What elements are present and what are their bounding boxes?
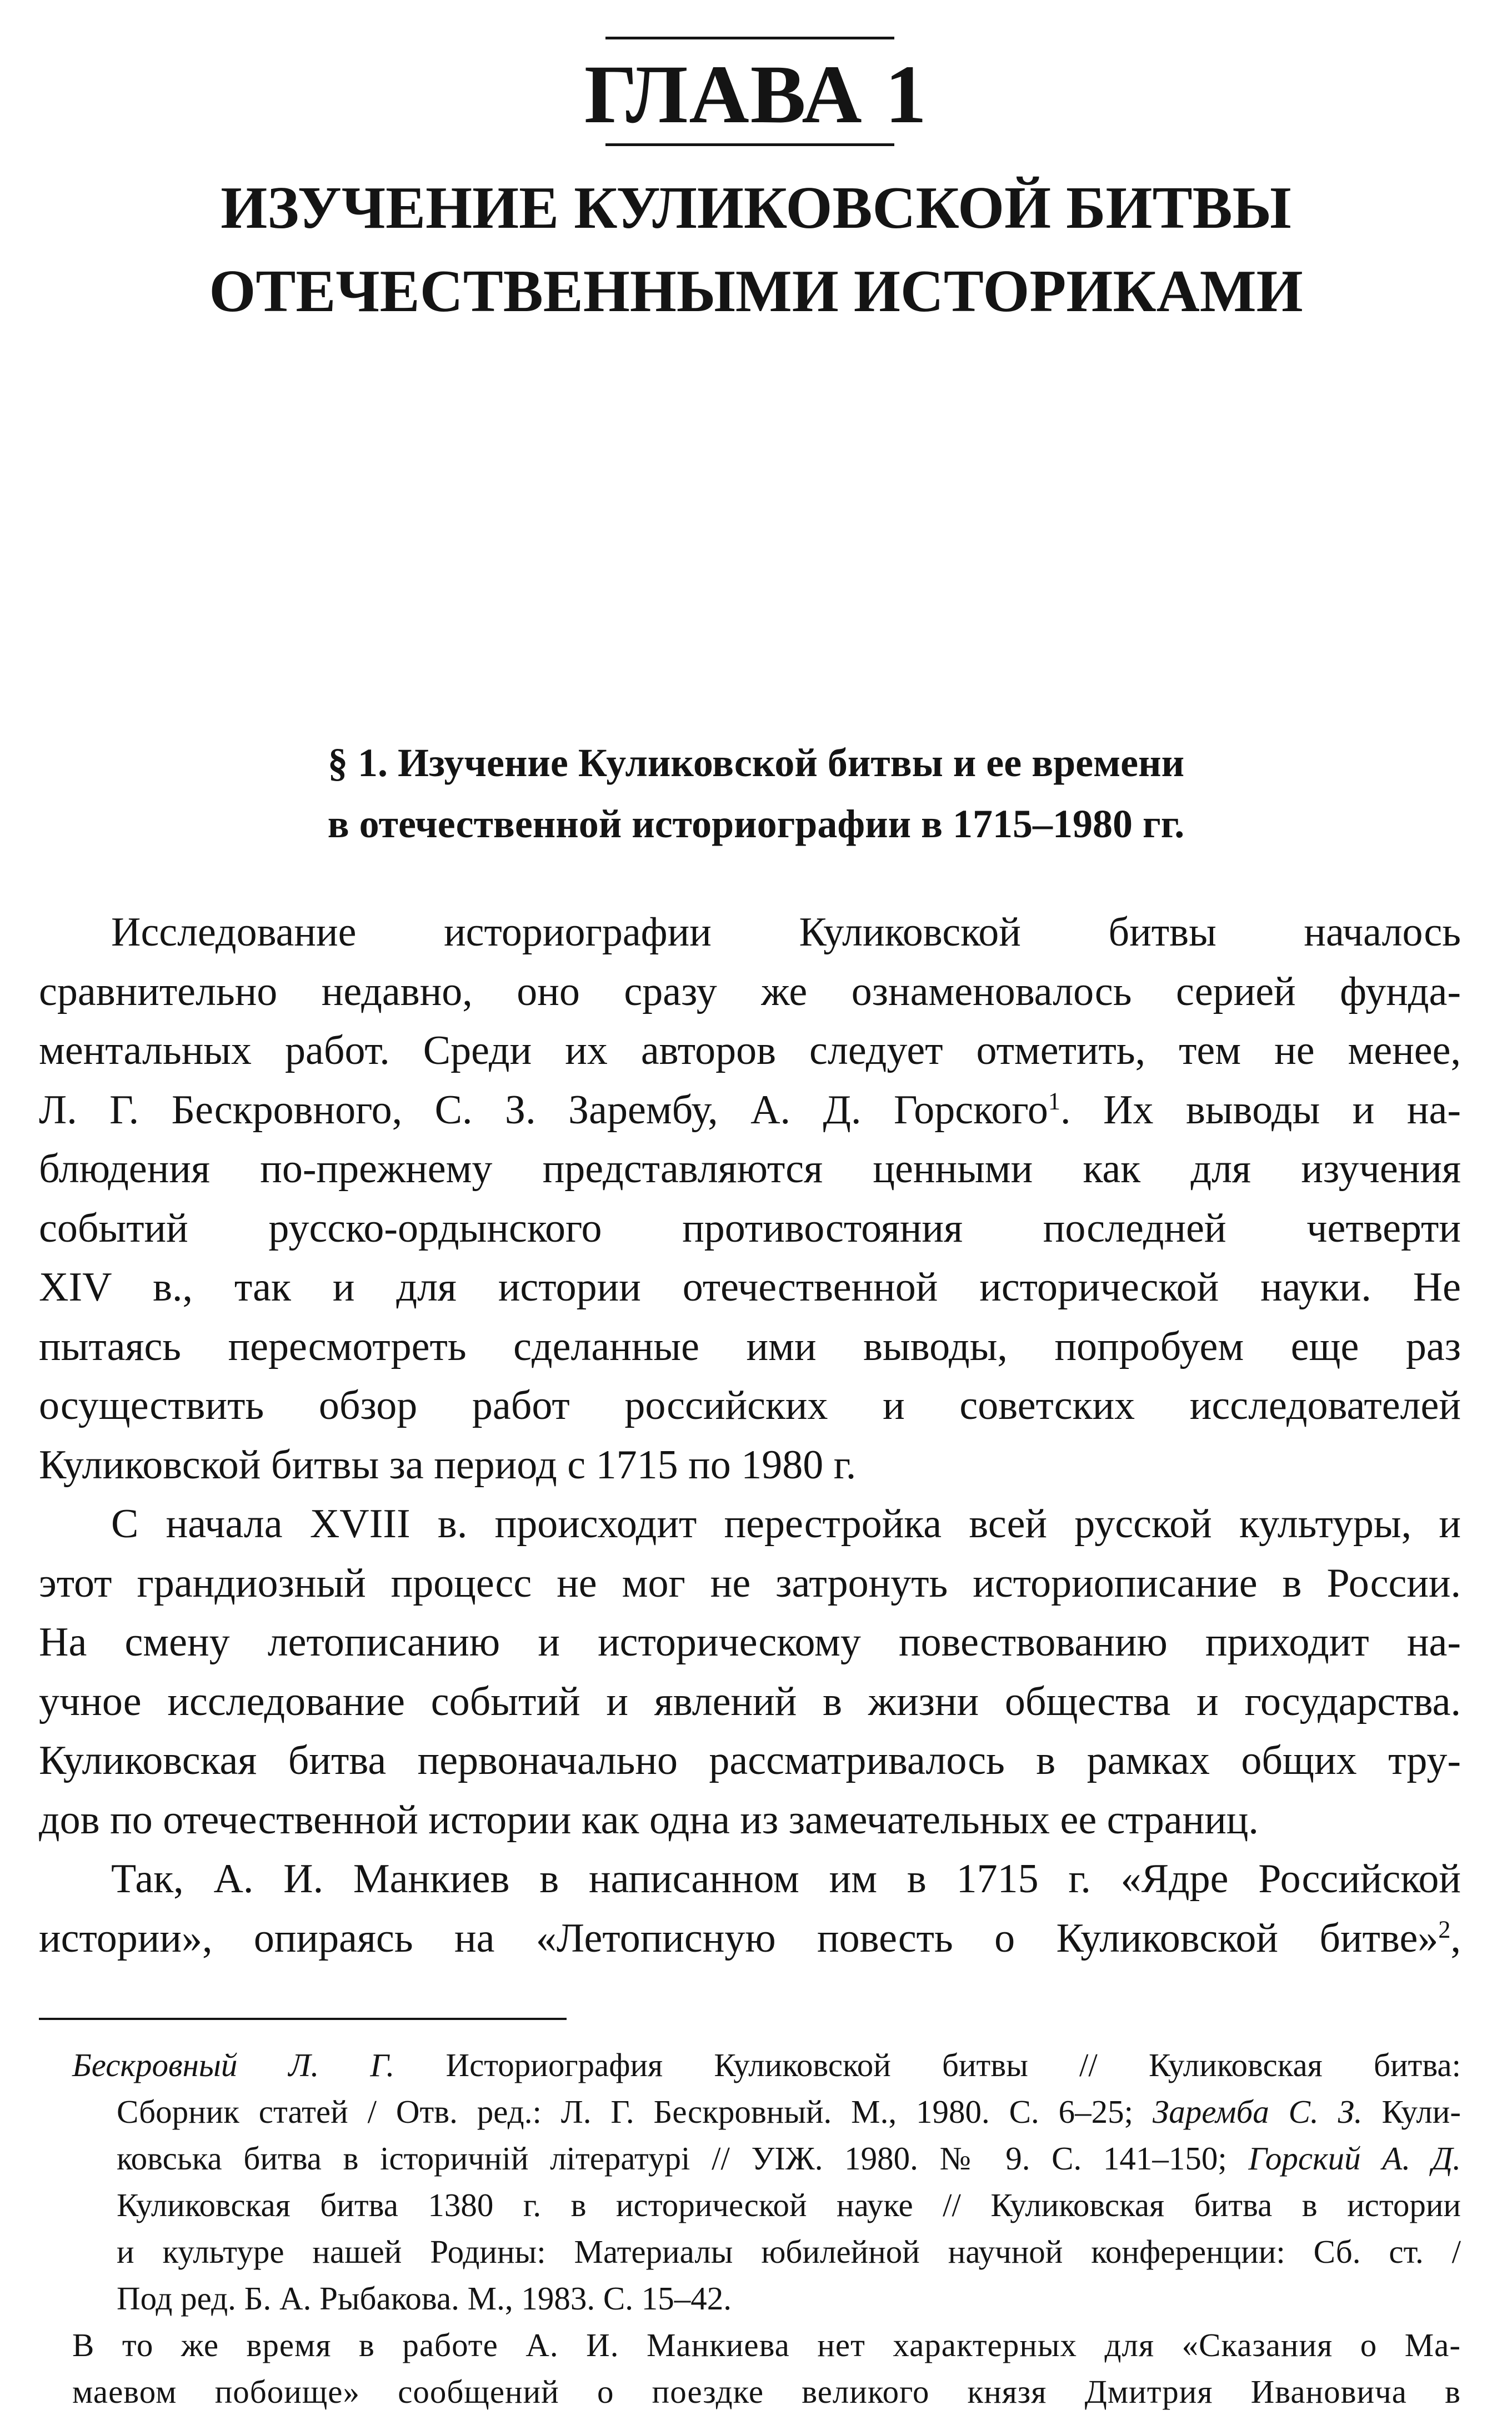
paragraph-2 [39, 1494, 1461, 1849]
text-line: Куликовской битвы за период с 1715 по 1980 г. [39, 1442, 857, 1488]
footnote-segment: Сборник статей / Отв. ред.: Л. Г. Бескровный. М., 1980. С. 6–25; [117, 2093, 1153, 2130]
footnote-line [72, 2042, 1461, 2088]
paragraph-3 [39, 1849, 1461, 1968]
text-segment: . Их выводы и на- [1060, 1087, 1461, 1133]
footnote-2 [72, 2322, 1461, 2415]
footnotes [72, 2042, 1461, 2415]
footnote-segment: Историография Куликовской битвы // Куликовская битва: [394, 2047, 1461, 2083]
footnote-segment: ковська битва в історичній літературі // УІЖ. 1980. № 9. С. 141–150; [117, 2140, 1249, 2177]
chapter-label: ГЛАВА 1 [584, 48, 928, 141]
text-line: этот грандиозный процесс не мог не затронуть историописание в России. [39, 1560, 1461, 1606]
text-line: XIV в., так и для истории отечественной исторической науки. Не [39, 1264, 1461, 1310]
text-line: событий русско-ордынского противостояния последней четверти [39, 1205, 1461, 1251]
footnote-ref-1[interactable]: 1 [1048, 1086, 1061, 1114]
paragraph-1 [39, 903, 1461, 1494]
text-line: осуществить обзор работ российских и советских исследователей [39, 1383, 1461, 1428]
footnote-line [117, 2135, 1461, 2182]
footnote-line: В то же время в работе А. И. Манкиева нет характерных для «Сказания о Ма- [72, 2327, 1461, 2363]
footnote-line: Под ред. Б. А. Рыбакова. М., 1983. С. 15–42. [117, 2280, 732, 2317]
text-segment: Л. Г. Бескровного, С. З. Зарембу, А. Д. Горского [39, 1087, 1048, 1133]
section-title-line: в отечественной историографии в 1715–1980 гг. [327, 802, 1185, 846]
text-line: дов по отечественной истории как одна из замечательных ее страниц. [39, 1797, 1259, 1843]
text-line: На смену летописанию и историческому повествованию приходит на- [39, 1619, 1461, 1665]
footnote-ref-2[interactable]: 2 [1438, 1914, 1451, 1943]
text-line: Исследование историографии Куликовской битвы началось [111, 909, 1461, 955]
footnote-author: Заремба С. З. [1152, 2093, 1363, 2130]
chapter-top-rule [605, 37, 894, 39]
text-line: С начала XVIII в. происходит перестройка всей русской культуры, и [111, 1501, 1461, 1547]
footnote-line: Куликовская битва 1380 г. в исторической науке // Куликовская битва в истории [117, 2187, 1461, 2223]
text-line: пытаясь пересмотреть сделанные ими выводы, попробуем еще раз [39, 1323, 1461, 1369]
text-line [39, 1081, 1461, 1140]
footnote-author: Бескровный Л. Г. [72, 2047, 395, 2083]
text-segment: истории», опираясь на «Летописную повесть о Куликовской битве» [39, 1915, 1439, 1961]
footnote-1 [72, 2042, 1461, 2322]
footnote-segment: Кули- [1362, 2093, 1461, 2130]
footnote-line: и культуре нашей Родины: Материалы юбилейной научной конференции: Сб. ст. / [117, 2233, 1461, 2270]
footnote-line: маевом побоище» сообщений о поездке великого князя Дмитрия Ивановича в [72, 2373, 1461, 2410]
chapter-title [0, 167, 1512, 333]
body-text [39, 903, 1461, 1968]
footnote-separator [39, 2018, 567, 2020]
text-segment: , [1450, 1915, 1461, 1961]
text-line: Куликовская битва первоначально рассматривалось в рамках общих тру- [39, 1738, 1461, 1783]
footnote-line [117, 2088, 1461, 2135]
section-title [0, 732, 1512, 854]
text-line: ментальных работ. Среди их авторов следует отметить, тем не менее, [39, 1028, 1461, 1073]
text-line: блюдения по-прежнему представляются ценными как для изучения [39, 1146, 1461, 1192]
chapter-title-line: ОТЕЧЕСТВЕННЫМИ ИСТОРИКАМИ [209, 258, 1303, 324]
section-title-line: § 1. Изучение Куликовской битвы и ее времени [327, 741, 1185, 785]
chapter-title-line: ИЗУЧЕНИЕ КУЛИКОВСКОЙ БИТВЫ [221, 175, 1291, 241]
chapter-bottom-rule [605, 143, 894, 146]
text-line [39, 1909, 1461, 1968]
text-line: Так, А. И. Манкиев в написанном им в 1715 г. «Ядре Российской [111, 1856, 1461, 1902]
text-line: учное исследование событий и явлений в жизни общества и государства. [39, 1678, 1461, 1724]
text-line: сравнительно недавно, оно сразу же ознаменовалось серией фунда- [39, 968, 1461, 1014]
footnote-author: Горский А. Д. [1248, 2140, 1461, 2177]
